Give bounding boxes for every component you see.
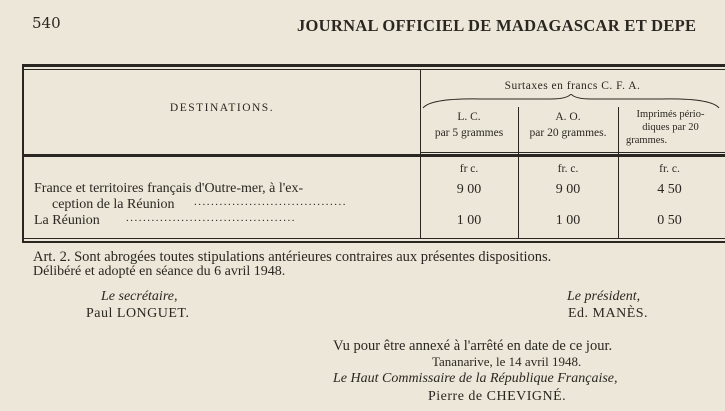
col-ao-line1: A. O. <box>555 111 581 123</box>
table-top-rule-thick <box>22 64 725 67</box>
page-number: 540 <box>32 14 61 32</box>
row-1-value-ao: 9 00 <box>555 182 581 197</box>
surtaxes-brace <box>421 94 721 110</box>
row-2-value-imprimes: 0 50 <box>657 213 682 228</box>
row-1-value-lc: 9 00 <box>456 182 482 197</box>
row-2-value-ao: 1 00 <box>555 213 581 228</box>
unit-ao: fr. c. <box>557 163 579 175</box>
secretary-title: Le secrétaire, <box>101 289 178 304</box>
col-imprimes-line3: grammes. <box>626 135 668 146</box>
table-bottom-rule-thin <box>22 238 725 239</box>
unit-lc: fr c. <box>459 163 479 175</box>
running-head-title: JOURNAL OFFICIEL DE MADAGASCAR ET DEPE <box>297 16 697 35</box>
unit-imprimes: fr. c. <box>659 163 680 175</box>
article-line-1: Art. 2. Sont abrogées toutes stipulations antérieures contraires aux présentes dispositions. <box>33 249 552 265</box>
subheader-rule <box>421 152 725 153</box>
row-1-leader-dots: .................................... <box>194 196 347 208</box>
col-imprimes-line2: diques par 20 <box>642 122 699 133</box>
annex-line-3: Le Haut Commissaire de la République Française, <box>333 371 618 386</box>
table-bottom-rule-thick <box>22 241 725 243</box>
president-name: Ed. MANÈS. <box>568 306 649 321</box>
col-imprimes-line1: Imprimés pério- <box>636 109 705 120</box>
col-ao-line2: par 20 grammes. <box>529 127 607 139</box>
row-2-value-lc: 1 00 <box>456 213 482 228</box>
row-1-value-imprimes: 4 50 <box>657 182 682 197</box>
col-lc-line1: L. C. <box>457 111 481 123</box>
annex-line-2: Tananarive, le 14 avril 1948. <box>432 354 582 369</box>
table-left-border <box>22 64 24 243</box>
president-title: Le président, <box>567 289 641 304</box>
col-lc-line2: par 5 grammes <box>434 127 504 139</box>
row-2-destination: La Réunion <box>34 213 100 228</box>
table-header-rule <box>22 154 725 157</box>
article-line-2: Délibéré et adopté en séance du 6 avril 1948. <box>33 264 286 279</box>
annex-line-1: Vu pour être annexé à l'arrêté en date de ce jour. <box>333 338 613 354</box>
secretary-name: Paul LONGUET. <box>86 306 190 321</box>
destinations-header: DESTINATIONS. <box>169 102 275 114</box>
row-1-destination-line2: ception de la Réunion <box>52 197 175 212</box>
row-2-leader-dots: ........................................ <box>126 212 296 224</box>
annex-signatory-name: Pierre de CHEVIGNÉ. <box>428 389 567 404</box>
surtaxes-header: Surtaxes en francs C. F. A. <box>504 80 641 92</box>
row-1-destination-line1: France et territoires français d'Outre-mer, à l'ex- <box>34 181 304 196</box>
table-top-rule-thin <box>22 69 725 70</box>
